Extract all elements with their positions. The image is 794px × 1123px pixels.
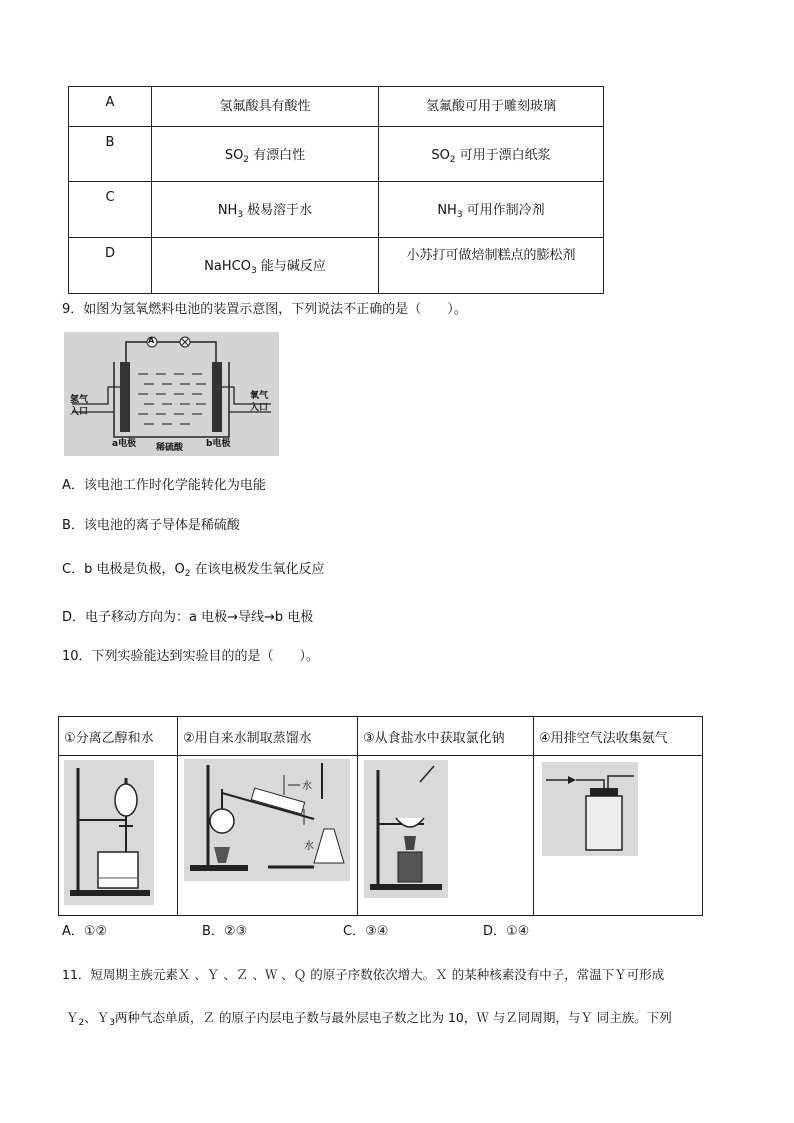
q9-stem: 9．如图为氢氧燃料电池的装置示意图，下列说法不正确的是（ ）。 xyxy=(62,302,467,317)
q10-options xyxy=(62,920,662,938)
hydrogen-inlet-label-2: 入口 xyxy=(70,407,89,417)
row-label: D xyxy=(69,238,152,294)
properties-table xyxy=(68,86,604,294)
water-inlet-label: 水 xyxy=(302,781,312,792)
separatory-funnel-figure xyxy=(64,760,154,905)
gas-collection-figure xyxy=(542,762,638,856)
q10-option-b: B．②③ xyxy=(202,924,248,939)
experiment-table xyxy=(58,716,703,916)
row-label: B xyxy=(69,127,152,182)
header-evaporate-salt: ③从食盐水中获取氯化钠 xyxy=(358,717,534,756)
header-distill-water: ②用自来水制取蒸馏水 xyxy=(178,717,358,756)
q11-line-1: 11．短周期主族元素Ｘ 、Ｙ 、Ｚ 、Ｗ 、Ｑ 的原子序数依次增大。Ｘ 的某种核素没有中子，常温下Ｙ可形成 xyxy=(62,967,665,982)
q11-line-2: Ｙ$_2$、Ｙ$_3$两种气态单质，Ｚ 的原子内层电子数与最外层电子数之比为 10，Ｗ 与Ｚ同周期，与Ｙ 同主族。下列 xyxy=(66,1010,672,1028)
q10-option-d: D．①④ xyxy=(483,924,530,939)
q9-option-b: B．该电池的离子导体是稀硫酸 xyxy=(62,518,240,533)
ammeter-label: A xyxy=(148,336,155,345)
use-cell: $NH_3$ 可用作制冷剂 xyxy=(379,182,604,238)
statement-cell: 氢氟酸具有酸性 xyxy=(152,87,379,127)
figure-cell-distillation xyxy=(178,756,358,916)
q10-option-a: A．①② xyxy=(62,924,108,939)
evaporation-figure xyxy=(364,760,448,898)
table-row xyxy=(69,127,604,182)
statement-cell: $NH_3$ 极易溶于水 xyxy=(152,182,379,238)
statement-cell: NaHCO$_3$ 能与碱反应 xyxy=(152,238,379,294)
electrode-b-label: b电极 xyxy=(206,439,231,449)
q10-option-c: C．③④ xyxy=(343,924,389,939)
figure-cell-gas-collection xyxy=(534,756,703,916)
q9-option-c: C．b 电极是负极，$O_2$ 在该电极发生氧化反应 xyxy=(62,562,325,579)
water-outlet-label: 水 xyxy=(304,841,314,852)
oxygen-inlet-label-2: 入口 xyxy=(250,403,269,413)
table-row xyxy=(69,87,604,127)
use-cell: 氢氟酸可用于雕刻玻璃 xyxy=(379,87,604,127)
q9-option-d: D．电子移动方向为：a 电极→导线→b 电极 xyxy=(62,610,314,625)
distillation-diagram xyxy=(184,759,350,881)
hydrogen-inlet-label: 氢气 xyxy=(70,395,89,405)
fuel-cell-figure xyxy=(64,332,279,456)
use-cell: $SO_2$ 可用于漂白纸浆 xyxy=(379,127,604,182)
oxygen-inlet-label: 氧气 xyxy=(250,391,269,401)
figure-cell-separatory-funnel xyxy=(59,756,178,916)
header-collect-ammonia: ④用排空气法收集氨气 xyxy=(534,717,703,756)
header-separate-ethanol: ①分离乙醇和水 xyxy=(59,717,178,756)
table-row xyxy=(69,182,604,238)
q9-option-a: A．该电池工作时化学能转化为电能 xyxy=(62,478,266,493)
use-cell: 小苏打可做焙制糕点的膨松剂 xyxy=(379,238,604,294)
distillation-figure xyxy=(184,759,350,881)
figure-cell-evaporation xyxy=(358,756,534,916)
row-label: C xyxy=(69,182,152,238)
table-figure-row xyxy=(59,756,703,916)
row-label: A xyxy=(69,87,152,127)
statement-cell: $SO_2$ 有漂白性 xyxy=(152,127,379,182)
electrolyte-label: 稀硫酸 xyxy=(156,443,184,453)
electrode-a-label: a电极 xyxy=(112,439,137,449)
q10-stem: 10．下列实验能达到实验目的的是（ ）。 xyxy=(62,649,320,664)
table-header-row xyxy=(59,717,703,756)
table-row xyxy=(69,238,604,294)
fuel-cell-diagram xyxy=(64,332,279,456)
